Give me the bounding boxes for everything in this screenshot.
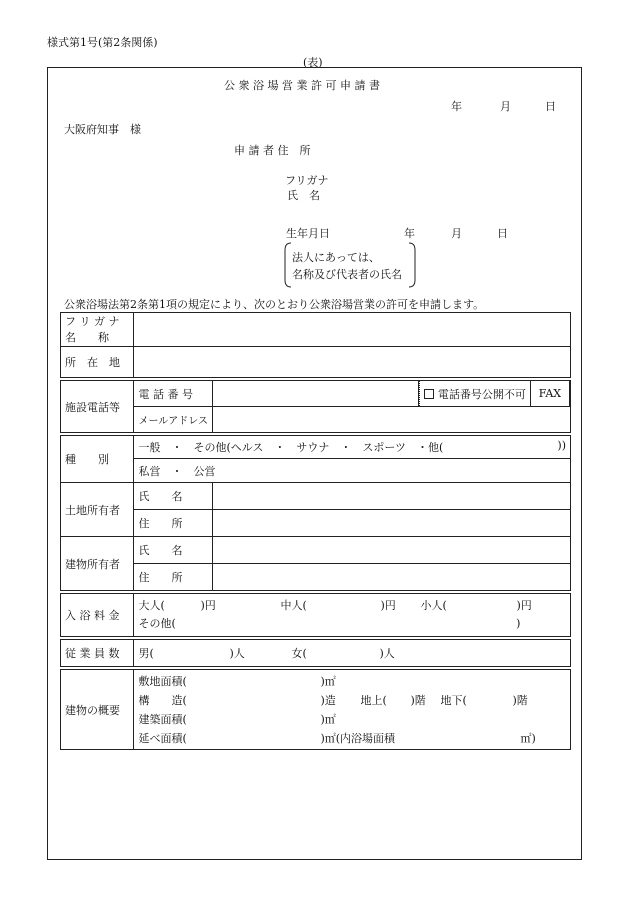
phone-row: [61, 381, 571, 407]
type-row-2: [61, 459, 571, 483]
phone-label: 電 話 番 号: [134, 381, 213, 407]
below-ground: 地下(: [440, 693, 467, 707]
building-area-unit: )㎡: [320, 712, 336, 726]
birthdate-label: 生年月日: [286, 227, 330, 240]
land-owner-name-row: [61, 483, 571, 510]
land-owner-label: 土地所有者: [61, 483, 134, 537]
overview-inputs[interactable]: [134, 670, 571, 750]
staff-male: 男(: [138, 647, 154, 660]
date-day: 日: [545, 100, 556, 113]
building-owner-name-input[interactable]: [212, 537, 570, 564]
location-input[interactable]: [134, 347, 571, 378]
fee-row: [61, 594, 571, 637]
applicant-name-label: 氏 名: [287, 189, 320, 202]
below-unit: )階: [512, 693, 528, 707]
land-owner-address-row: [61, 510, 571, 537]
building-owner-address-input[interactable]: [212, 564, 570, 591]
facility-name-label: 名 称: [65, 330, 109, 344]
fee-label: 入 浴 料 金: [61, 594, 134, 637]
fee-middle-unit: )円: [380, 599, 396, 612]
above-ground: 地上(: [360, 693, 387, 707]
side-label: (表): [303, 56, 323, 69]
phone-section-label: 施設電話等: [61, 381, 134, 433]
birthdate-month: 月: [451, 227, 462, 240]
type-options-end: )): [557, 439, 566, 452]
fee-other: その他(: [138, 617, 176, 630]
facility-name-label-cell: [61, 313, 134, 347]
floor-area: 延べ面積(: [138, 731, 187, 745]
fee-other-end: ): [516, 617, 521, 630]
facility-name-input[interactable]: [134, 313, 571, 347]
form-title: 公 衆 浴 場 営 業 許 可 申 請 書: [224, 79, 380, 92]
staff-row: [61, 640, 571, 667]
application-statement: 公衆浴場法第2条第1項の規定により、次のとおり公衆浴場営業の許可を申請します。: [64, 298, 485, 311]
building-area: 建築面積(: [138, 712, 187, 726]
location-row: [61, 347, 571, 378]
fee-middle: 中人(: [280, 599, 307, 612]
land-owner-name-label: 氏 名: [134, 483, 213, 510]
land-owner-name-input[interactable]: [212, 483, 570, 510]
staff-inputs[interactable]: [134, 640, 571, 667]
fax-label: FAX: [531, 381, 570, 406]
staff-male-unit: )人: [229, 647, 245, 660]
site-area-unit: )㎡: [320, 674, 336, 688]
overview-row: [61, 670, 571, 750]
land-owner-address-label: 住 所: [134, 510, 213, 537]
staff-label: 従 業 員 数: [61, 640, 134, 667]
applicant-address-label: 申 請 者 住 所: [234, 144, 311, 157]
email-input[interactable]: [212, 407, 570, 433]
floor-area-unit: )㎡(内浴場面積: [320, 731, 396, 745]
email-label: メールアドレス: [134, 407, 213, 433]
fee-adult: 大人(: [138, 599, 165, 612]
type-row-1: [61, 436, 571, 459]
form-number: 様式第1号(第2条関係): [47, 36, 158, 49]
bath-area-unit: ㎡): [520, 731, 536, 745]
application-table: [60, 312, 571, 750]
phone-input[interactable]: [212, 381, 418, 407]
phone-private-checkbox[interactable]: [419, 381, 531, 406]
date-month: 月: [500, 100, 511, 113]
building-owner-address-label: 住 所: [134, 564, 213, 591]
staff-female: 女(: [291, 647, 307, 660]
land-owner-address-input[interactable]: [212, 510, 570, 537]
type-label: 種 別: [61, 436, 134, 483]
birthdate-day: 日: [497, 227, 508, 240]
fee-child-unit: )円: [516, 599, 532, 612]
date-year: 年: [451, 100, 462, 113]
type-options-cell[interactable]: [134, 436, 571, 459]
building-owner-address-row: [61, 564, 571, 591]
birthdate-year: 年: [404, 227, 415, 240]
building-owner-name-label: 氏 名: [134, 537, 213, 564]
corporate-note-line2: 名称及び代表者の氏名: [292, 268, 402, 281]
staff-female-unit: )人: [379, 647, 395, 660]
corporate-note-line1: 法人にあっては、: [292, 251, 380, 264]
applicant-furigana-label: フリガナ: [285, 174, 329, 187]
addressee: 大阪府知事 様: [64, 123, 141, 136]
site-area: 敷地面積(: [138, 674, 187, 688]
email-row: [61, 407, 571, 433]
phone-private-label: 電話番号公開不可: [437, 387, 526, 401]
fee-inputs[interactable]: [134, 594, 571, 637]
location-label: 所 在 地: [61, 347, 134, 378]
above-unit: )階: [410, 693, 426, 707]
facility-furigana-label: フ リ ガ ナ: [65, 314, 120, 328]
checkbox-icon: [424, 389, 434, 399]
fee-adult-unit: )円: [200, 599, 216, 612]
building-owner-name-row: [61, 537, 571, 564]
ownership-type[interactable]: 私営 ・ 公営: [134, 459, 571, 483]
structure: 構 造(: [138, 693, 187, 707]
overview-label: 建物の概要: [61, 670, 134, 750]
fee-child: 小人(: [420, 599, 447, 612]
structure-unit: )造: [320, 693, 336, 707]
building-owner-label: 建物所有者: [61, 537, 134, 591]
type-options: 一般 ・ その他(ヘルス ・ サウナ ・ スポーツ ・他(: [138, 441, 444, 454]
facility-name-row: [61, 313, 571, 347]
